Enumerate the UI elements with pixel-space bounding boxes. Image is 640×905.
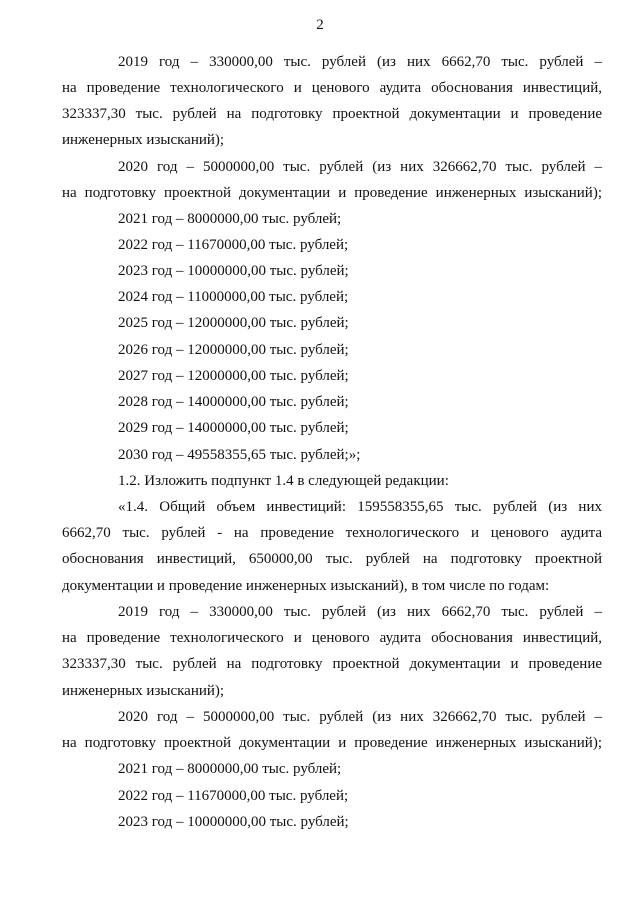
text-line: 2027 год – 12000000,00 тыс. рублей; xyxy=(118,368,349,384)
text-line: на подготовку проектной документации и проведение инженерных изысканий); xyxy=(62,185,602,201)
text-line: 2021 год – 8000000,00 тыс. рублей; xyxy=(118,761,342,777)
text-line: на подготовку проектной документации и проведение инженерных изысканий); xyxy=(62,735,602,751)
text-line: 2021 год – 8000000,00 тыс. рублей; xyxy=(118,211,342,227)
text-line: инженерных изысканий); xyxy=(62,132,225,148)
text-line: 2030 год – 49558355,65 тыс. рублей;»; xyxy=(118,447,361,463)
text-line: 2023 год – 10000000,00 тыс. рублей; xyxy=(118,814,349,830)
text-line: на проведение технологического и ценового аудита обоснования инвестиций, xyxy=(62,80,602,96)
text-line: 2026 год – 12000000,00 тыс. рублей; xyxy=(118,342,349,358)
text-line: документации и проведение инженерных изысканий), в том числе по годам: xyxy=(62,578,550,594)
text-line: «1.4. Общий объем инвестиций: 159558355,65 тыс. рублей (из них xyxy=(118,499,602,515)
text-line: 2019 год – 330000,00 тыс. рублей (из них 6662,70 тыс. рублей – xyxy=(118,54,602,70)
text-line: 6662,70 тыс. рублей - на проведение технологического и ценового аудита xyxy=(62,525,602,541)
text-line: инженерных изысканий); xyxy=(62,683,225,699)
text-line: 2022 год – 11670000,00 тыс. рублей; xyxy=(118,237,349,253)
text-line: обоснования инвестиций, 650000,00 тыс. рублей на подготовку проектной xyxy=(62,551,602,567)
text-line: на проведение технологического и ценового аудита обоснования инвестиций, xyxy=(62,630,602,646)
text-line: 2028 год – 14000000,00 тыс. рублей; xyxy=(118,394,349,410)
text-line: 2020 год – 5000000,00 тыс. рублей (из них 326662,70 тыс. рублей – xyxy=(118,709,602,725)
text-line: 2024 год – 11000000,00 тыс. рублей; xyxy=(118,289,349,305)
text-line: 2020 год – 5000000,00 тыс. рублей (из них 326662,70 тыс. рублей – xyxy=(118,159,602,175)
text-line: 2029 год – 14000000,00 тыс. рублей; xyxy=(118,420,349,436)
page-number: 2 xyxy=(316,17,324,33)
text-line: 2025 год – 12000000,00 тыс. рублей; xyxy=(118,315,349,331)
text-line: 1.2. Изложить подпункт 1.4 в следующей редакции: xyxy=(118,473,449,489)
text-line: 323337,30 тыс. рублей на подготовку проектной документации и проведение xyxy=(62,656,602,672)
text-line: 2022 год – 11670000,00 тыс. рублей; xyxy=(118,788,349,804)
text-line: 2019 год – 330000,00 тыс. рублей (из них 6662,70 тыс. рублей – xyxy=(118,604,602,620)
text-line: 323337,30 тыс. рублей на подготовку проектной документации и проведение xyxy=(62,106,602,122)
text-line: 2023 год – 10000000,00 тыс. рублей; xyxy=(118,263,349,279)
